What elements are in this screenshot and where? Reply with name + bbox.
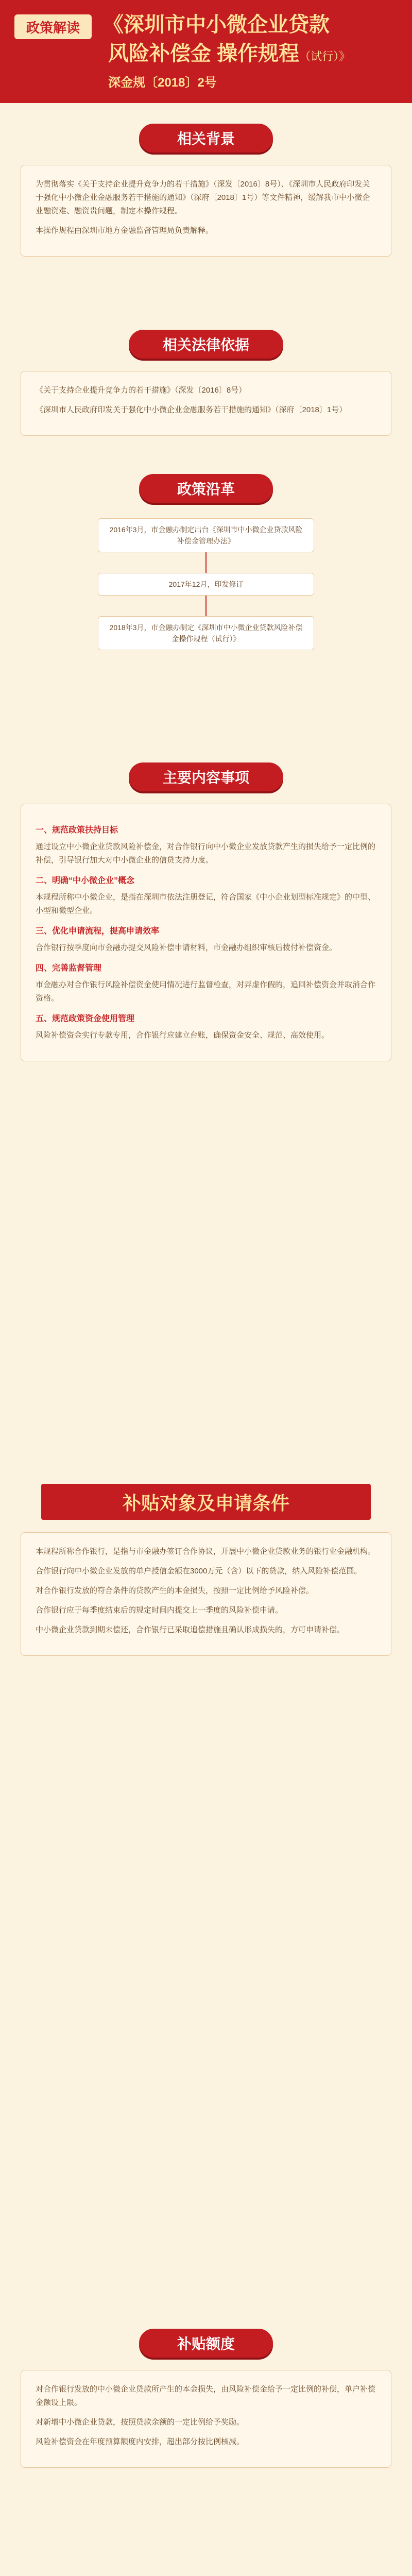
- scope-paragraph: 合作银行应于每季度结束后的规定时间内提交上一季度的风险补偿申请。: [36, 1606, 283, 1615]
- scope-paragraph: 中小微企业贷款到期未偿还，合作银行已采取追偿措施且确认形成损失的，方可申请补偿。: [36, 1625, 345, 1634]
- background-card: [21, 165, 391, 257]
- scope-paragraph: 对合作银行发放的符合条件的贷款产生的本金损失，按照一定比例给予风险补偿。: [36, 1586, 314, 1595]
- standard-paragraph: 风险补偿资金在年度预算额度内安排，超出部分按比例核减。: [36, 2437, 245, 2446]
- timeline-connector: [205, 552, 207, 573]
- scope-paragraph: 合作银行向中小微企业发放的单户授信金额在3000万元（含）以下的贷款，纳入风险补偿范围。: [36, 1567, 362, 1575]
- background-paragraph: 为贯彻落实《关于支持企业提升竞争力的若干措施》（深发〔2016〕8号）、《深圳市人民政府印发关于强化中小微企业金融服务若干措施的通知》（深府〔2018〕1号）等文件精神，缓解我市中小微企业融资难、融资贵问题，制定本操作规程。: [36, 180, 370, 215]
- scope-card: [21, 1532, 391, 1656]
- section-standard: [0, 2329, 412, 2468]
- section-title-standard: 补贴额度: [139, 2329, 273, 2358]
- key-point-heading: 一、规范政策扶持目标: [36, 826, 118, 835]
- standard-card: [21, 2370, 391, 2468]
- timeline-item: 2017年12月，印发修订: [98, 573, 314, 596]
- laws-card: [21, 371, 391, 436]
- section-title-key-points: 主要内容事项: [129, 762, 283, 791]
- scope-paragraph: 本规程所称合作银行，是指与市金融办签订合作协议，开展中小微企业贷款业务的银行业金融机构。: [36, 1547, 376, 1556]
- section-key-points: [0, 762, 412, 1061]
- standard-paragraph: 对新增中小微企业贷款，按照贷款余额的一定比例给予奖励。: [36, 2418, 245, 2427]
- section-timeline: [0, 474, 412, 650]
- section-title-scope: 补贴对象及申请条件: [41, 1484, 371, 1520]
- section-background: [0, 124, 412, 257]
- key-point-heading: 四、完善监督管理: [36, 964, 102, 973]
- timeline: [62, 518, 350, 650]
- key-point-text: 市金融办对合作银行风险补偿资金使用情况进行监督检查，对弄虚作假的，追回补偿资金并取消合作资格。: [36, 980, 376, 1003]
- key-point-text: 风险补偿资金实行专款专用，合作银行应建立台账，确保资金安全、规范、高效使用。: [36, 1031, 330, 1040]
- key-point-heading: 二、明确“中小微企业”概念: [36, 876, 135, 885]
- timeline-item: 2018年3月，市金融办制定《深圳市中小微企业贷款风险补偿金操作规程（试行）》: [98, 616, 314, 650]
- title-main: 风险补偿金 操作规程: [108, 42, 300, 65]
- standard-paragraph: 对合作银行发放的中小微企业贷款所产生的本金损失，由风险补偿金给予一定比例的补偿，单户补偿金额设上限。: [36, 2385, 376, 2407]
- title-line-1: 《深圳市中小微企业贷款: [103, 13, 330, 36]
- section-title-timeline: 政策沿革: [139, 474, 273, 503]
- key-points-card: [21, 804, 391, 1061]
- section-title-laws: 相关法律依据: [129, 330, 283, 359]
- key-point-heading: 五、规范政策资金使用管理: [36, 1014, 135, 1023]
- background-paragraph: 本操作规程由深圳市地方金融监督管理局负责解释。: [36, 226, 214, 235]
- policy-badge: 政策解读: [14, 14, 92, 39]
- key-point-text: 本规程所称中小微企业，是指在深圳市依法注册登记，符合国家《中小企业划型标准规定》的中型、小型和微型企业。: [36, 893, 376, 915]
- section-title-background: 相关背景: [139, 124, 273, 152]
- key-point-text: 合作银行按季度向市金融办提交风险补偿申请材料，市金融办组织审核后拨付补偿资金。: [36, 943, 337, 952]
- timeline-item: 2016年3月，市金融办制定出台《深圳市中小微企业贷款风险补偿金管理办法》: [98, 518, 314, 552]
- section-laws: [0, 330, 412, 436]
- law-item: 《关于支持企业提升竞争力的若干措施》（深发〔2016〕8号）: [36, 386, 247, 395]
- header: [0, 0, 412, 103]
- section-scope: [0, 1484, 412, 1656]
- doc-number: 深金规〔2018〕2号: [108, 76, 217, 90]
- title-sub: （试行）》: [299, 50, 351, 63]
- key-point-heading: 三、优化申请流程，提高申请效率: [36, 927, 160, 936]
- key-point-text: 通过设立中小微企业贷款风险补偿金，对合作银行向中小微企业发放贷款产生的损失给予一定比例的补偿，引导银行加大对中小微企业的信贷支持力度。: [36, 842, 376, 865]
- title-line-2: [108, 40, 397, 70]
- law-item: 《深圳市人民政府印发关于强化中小微企业金融服务若干措施的通知》（深府〔2018〕1号）: [36, 405, 347, 414]
- timeline-connector: [205, 596, 207, 616]
